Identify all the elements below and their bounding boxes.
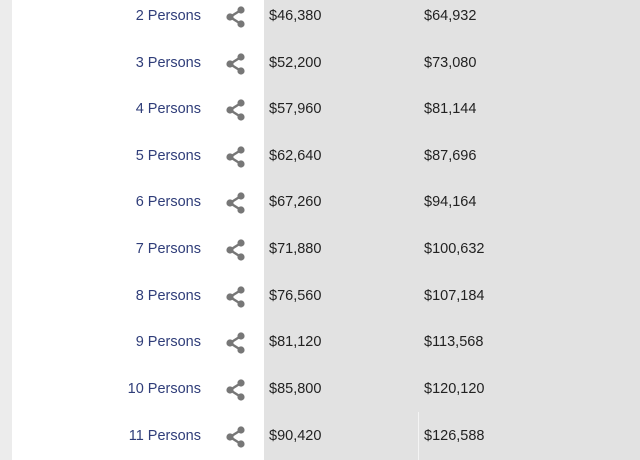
income-limit-value: $81,120 [269,334,322,350]
household-size-link[interactable]: 10 Persons [127,381,201,397]
income-limit-value: $85,800 [269,381,322,397]
income-limit-value: $71,880 [269,241,322,257]
household-size-link[interactable]: 3 Persons [135,55,201,71]
income-limit-value: $73,080 [424,55,477,71]
income-limit-value: $90,420 [269,428,322,444]
household-size-link[interactable]: 5 Persons [135,148,201,164]
share-icon[interactable] [225,379,247,401]
income-limit-value: $113,568 [424,334,484,350]
income-limit-value: $81,144 [424,101,477,117]
income-limit-value: $52,200 [269,55,322,71]
income-limit-value: $57,960 [269,101,322,117]
household-size-link[interactable]: 2 Persons [135,8,201,24]
share-icon[interactable] [225,286,247,308]
table-row [0,4,640,28]
income-limit-value: $87,696 [424,148,477,164]
income-limit-value: $107,184 [424,288,485,304]
table-row [0,97,640,121]
table-row [0,51,640,75]
share-icon[interactable] [225,192,247,214]
table-row [0,144,640,168]
income-limit-value: $94,164 [424,194,477,210]
income-limit-value: $67,260 [269,194,322,210]
table-row [0,190,640,214]
income-limit-value: $62,640 [269,148,322,164]
share-icon[interactable] [225,426,247,448]
share-icon[interactable] [225,239,247,261]
table-row [0,237,640,261]
table-row [0,424,640,448]
household-size-link[interactable]: 7 Persons [135,241,201,257]
share-icon[interactable] [225,53,247,75]
household-size-link[interactable]: 8 Persons [135,288,201,304]
share-icon[interactable] [225,6,247,28]
share-icon[interactable] [225,146,247,168]
share-icon[interactable] [225,99,247,121]
table-row [0,284,640,308]
household-size-link[interactable]: 11 Persons [128,428,201,444]
share-icon[interactable] [225,332,247,354]
household-size-link[interactable]: 6 Persons [135,194,201,210]
income-limit-value: $46,380 [269,8,322,24]
income-limit-value: $120,120 [424,381,485,397]
table-row [0,377,640,401]
income-limit-value: $76,560 [269,288,322,304]
income-limit-value: $126,588 [424,428,485,444]
household-size-link[interactable]: 4 Persons [135,101,201,117]
income-limit-value: $100,632 [424,241,485,257]
household-size-link[interactable]: 9 Persons [135,334,201,350]
table-row [0,330,640,354]
income-limit-value: $64,932 [424,8,477,24]
